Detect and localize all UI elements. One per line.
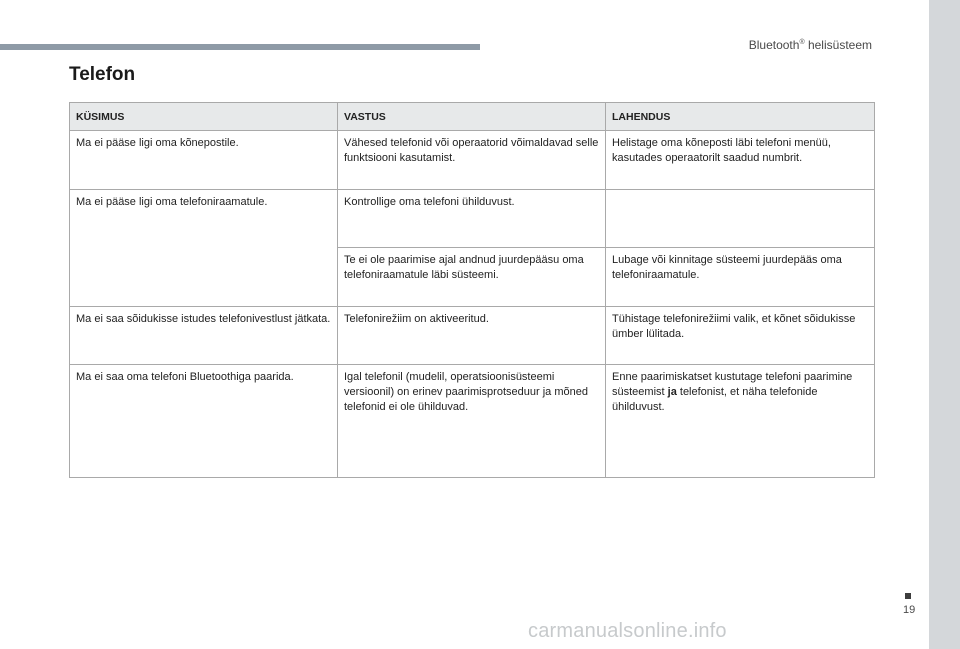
top-decor-bar [0,44,480,50]
solution-text-bold: ja [667,386,677,398]
page-title: Telefon [69,64,136,85]
solution-text-post: telefonist, et näha telefonide ühilduvust. [612,386,818,413]
column-header-answer: VASTUS [338,103,606,131]
solution-cell: Lubage või kinnitage süsteemi juurdepääs oma telefoniraamatule. [606,248,875,307]
question-cell: Ma ei saa sõidukisse istudes telefonivestlust jätkata. [70,307,338,365]
page-marker-square [905,593,911,599]
section-label-rest: helisüsteem [804,38,872,52]
section-label-brand: Bluetooth [748,38,800,52]
answer-cell: Vähesed telefonid või operaatorid võimaldavad selle funktsiooni kasutamist. [338,131,606,190]
table-header-row [70,103,875,131]
table-row [70,131,875,190]
table-row [70,365,875,478]
page-number: 19 [903,604,916,616]
answer-cell: Telefonirežiim on aktiveeritud. [338,307,606,365]
solution-cell: Tühistage telefonirežiimi valik, et kõnet sõidukisse ümber lülitada. [606,307,875,365]
solution-cell: Helistage oma kõneposti läbi telefoni menüü, kasutades operaatorilt saadud numbrit. [606,131,875,190]
table-row [70,307,875,365]
section-label [749,38,872,52]
answer-cell: Kontrollige oma telefoni ühilduvust. [338,190,606,248]
question-cell: Ma ei pääse ligi oma telefoniraamatule. [70,190,338,307]
answer-cell: Igal telefonil (mudelil, operatsioonisüsteemi versioonil) on erinev paarimisprotseduur ja mõned telefonid ei ole ühilduvad. [338,365,606,478]
solution-text-pre: Enne paarimiskatset kustutage telefoni paarimine süsteemist [612,371,853,398]
column-header-question: KÜSIMUS [70,103,338,131]
solution-cell [606,365,875,478]
solution-cell [606,190,875,248]
table-row [70,190,875,248]
right-margin-strip [929,0,960,649]
column-header-solution: LAHENDUS [606,103,875,131]
faq-table [69,102,875,478]
question-cell: Ma ei pääse ligi oma kõnepostile. [70,131,338,190]
watermark: carmanualsonline.info [528,620,727,642]
answer-cell: Te ei ole paarimise ajal andnud juurdepääsu oma telefoniraamatule läbi süsteemi. [338,248,606,307]
registered-mark: ® [799,39,805,46]
question-cell: Ma ei saa oma telefoni Bluetoothiga paarida. [70,365,338,478]
